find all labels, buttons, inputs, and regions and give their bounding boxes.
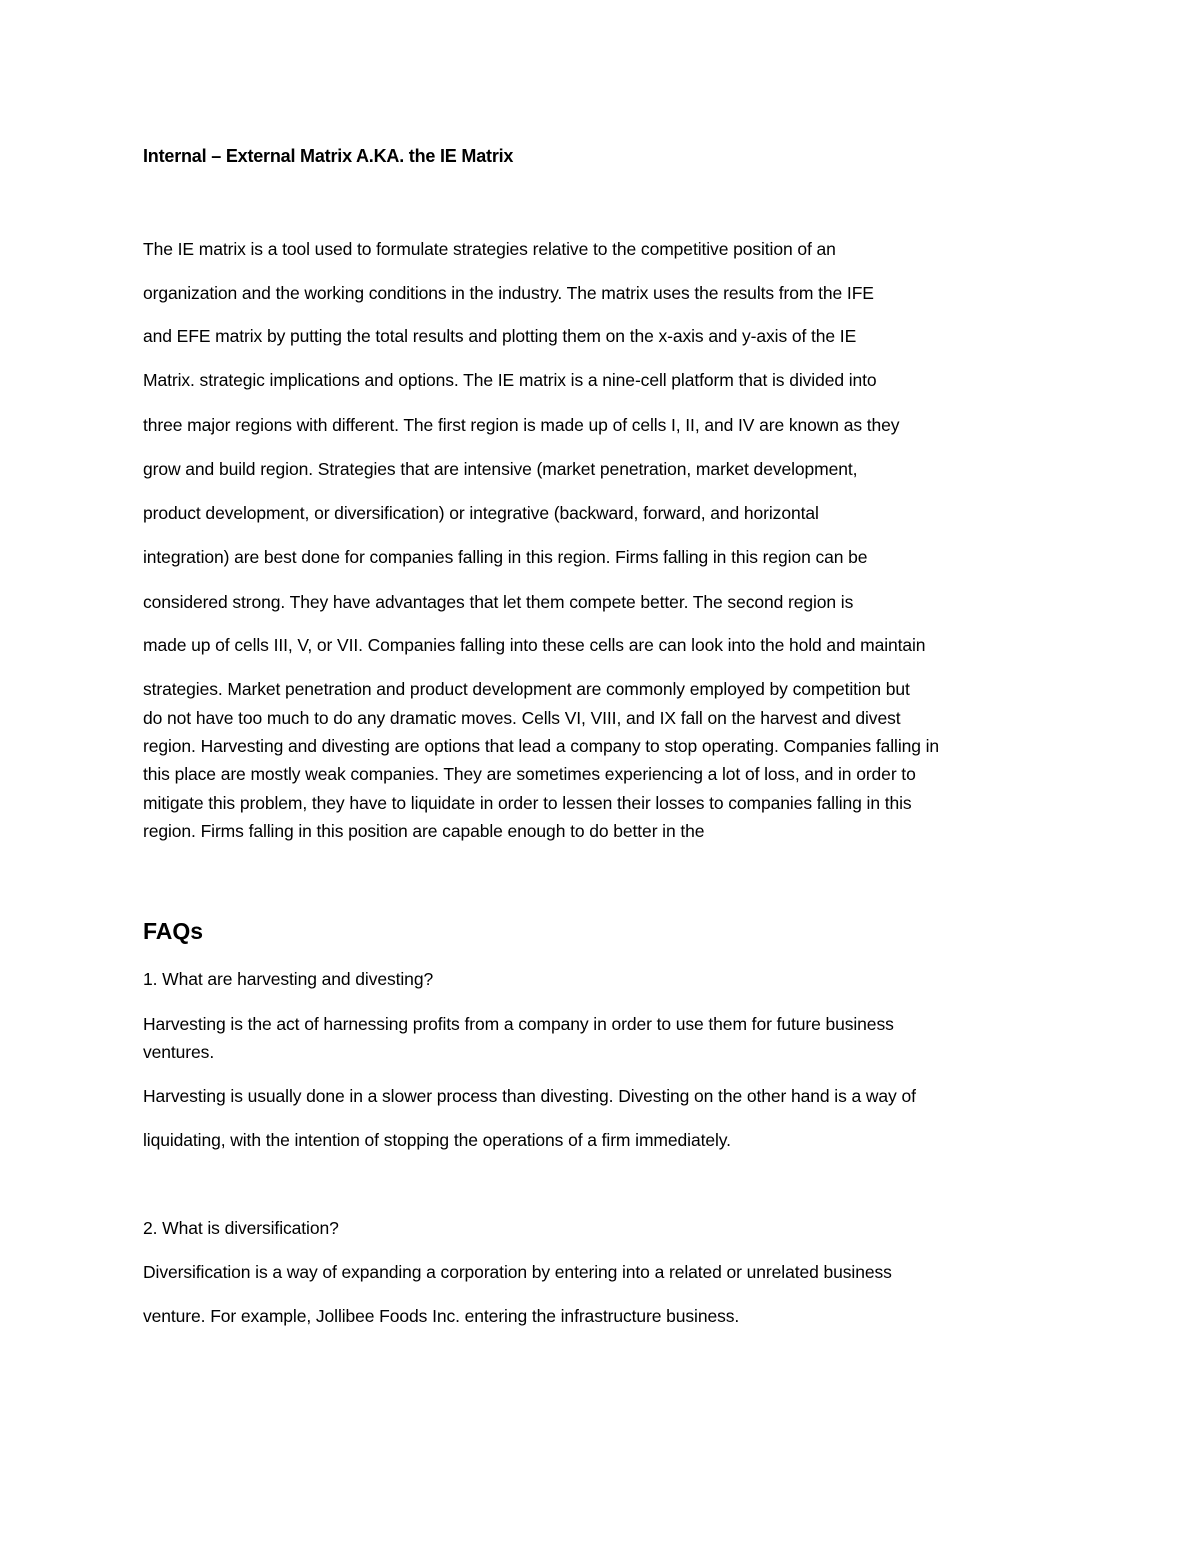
body-line: considered strong. They have advantages that let them compete better. The second region is — [143, 592, 854, 612]
body-line: do not have too much to do any dramatic moves. Cells VI, VIII, and IX fall on the harvest and divest — [143, 708, 901, 728]
body-line: strategies. Market penetration and product development are commonly employed by competition but — [143, 679, 910, 699]
body-line: and EFE matrix by putting the total results and plotting them on the x-axis and y-axis of the IE — [143, 326, 857, 346]
body-line: product development, or diversification) or integrative (backward, forward, and horizontal — [143, 503, 819, 523]
faq-answer-line: Harvesting is usually done in a slower process than divesting. Divesting on the other hand is a way of — [143, 1086, 916, 1106]
body-line: Matrix. strategic implications and options. The IE matrix is a nine-cell platform that is divided into — [143, 370, 877, 390]
faq-answer-line: liquidating, with the intention of stopping the operations of a firm immediately. — [143, 1130, 731, 1150]
faq-heading: FAQs — [143, 918, 204, 944]
body-line: integration) are best done for companies falling in this region. Firms falling in this region can be — [143, 547, 868, 567]
body-line: region. Harvesting and divesting are options that lead a company to stop operating. Companies falling in — [143, 736, 940, 756]
faq-answer-line: Diversification is a way of expanding a corporation by entering into a related or unrelated business — [143, 1262, 892, 1282]
body-line: three major regions with different. The first region is made up of cells I, II, and IV are known as they — [143, 415, 900, 435]
document-title: Internal – External Matrix A.KA. the IE Matrix — [143, 146, 514, 166]
faq-question: 1. What are harvesting and divesting? — [143, 969, 434, 989]
faq-answer-line: Harvesting is the act of harnessing profits from a company in order to use them for future business — [143, 1014, 894, 1034]
faq-question: 2. What is diversification? — [143, 1218, 339, 1238]
body-line: grow and build region. Strategies that are intensive (market penetration, market development, — [143, 459, 858, 479]
body-line: The IE matrix is a tool used to formulate strategies relative to the competitive position of an — [143, 239, 836, 259]
body-line: this place are mostly weak companies. They are sometimes experiencing a lot of loss, and in order to — [143, 764, 916, 784]
body-line: made up of cells III, V, or VII. Companies falling into these cells are can look into the hold and maintain — [143, 635, 926, 655]
body-line: organization and the working conditions in the industry. The matrix uses the results from the IFE — [143, 283, 874, 303]
faq-answer-line: ventures. — [143, 1042, 215, 1062]
faq-answer-line: venture. For example, Jollibee Foods Inc. entering the infrastructure business. — [143, 1306, 740, 1326]
body-line: region. Firms falling in this position are capable enough to do better in the — [143, 821, 705, 841]
body-line: mitigate this problem, they have to liquidate in order to lessen their losses to companies falling in this — [143, 793, 912, 813]
